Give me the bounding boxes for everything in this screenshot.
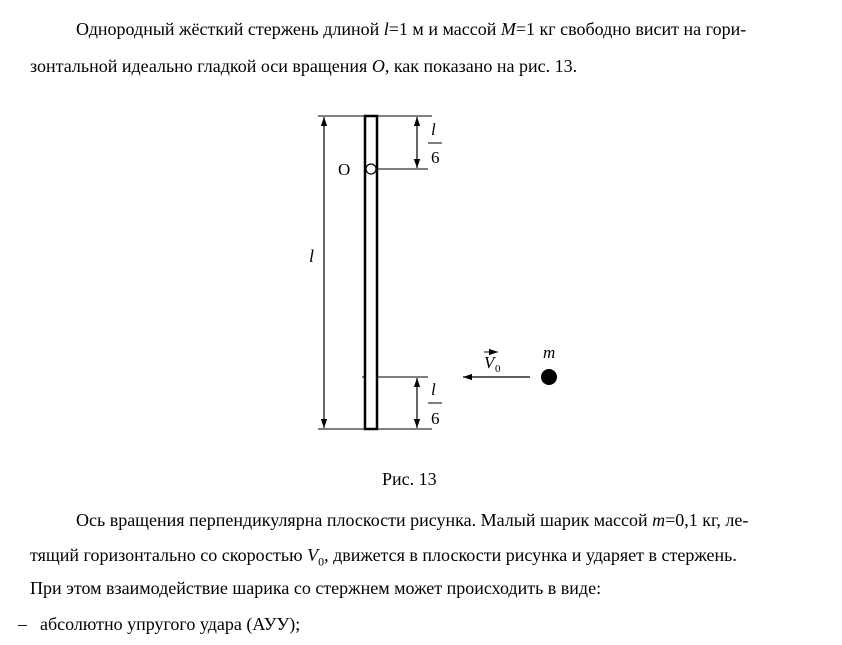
var-V: V [307,545,319,565]
list-bullet: – [18,614,27,634]
paragraph-2-line-2 [30,544,737,573]
text: зонтальной идеально гладкой оси вращения [30,56,372,76]
top-fraction-denominator: 6 [431,148,440,167]
subscript: 0 [318,554,325,569]
paragraph-2-line-1 [76,509,748,531]
velocity-label: V [484,353,495,372]
bottom-fraction-numerator: l [431,380,436,399]
text: =0,1 кг, ле- [665,510,749,530]
text: тящий горизонтально со скоростью [30,545,308,565]
list-item [18,613,300,635]
text: =1 кг свободно висит на гори- [515,19,747,39]
var-O: O [371,56,385,76]
list-item-text: абсолютно упругого удара (АУУ); [40,614,301,634]
text: Ось вращения перпендикулярна плоскости рисунка. Малый шарик массой [76,510,653,530]
velocity-subscript: 0 [495,363,501,375]
length-label: l [309,246,315,266]
var-M: M [500,19,516,39]
text: Однородный жёсткий стержень длиной [76,19,384,39]
text: , движется в плоскости рисунка и ударяет в стержень. [324,545,737,565]
var-l: l [383,19,389,39]
rod [365,116,377,429]
axis-label: O [338,160,351,179]
ball [541,369,557,385]
bottom-fraction-denominator: 6 [431,409,440,428]
paragraph-2-line-3: При этом взаимодействие шарика со стержнем может происходить в виде: [30,578,602,598]
text: =1 м и массой [388,19,501,39]
figure-caption: Рис. 13 [382,469,437,489]
top-fraction-numerator: l [431,120,436,139]
mass-label: m [543,343,556,362]
var-m: m [652,510,666,530]
text: , как показано на рис. 13. [384,56,578,76]
